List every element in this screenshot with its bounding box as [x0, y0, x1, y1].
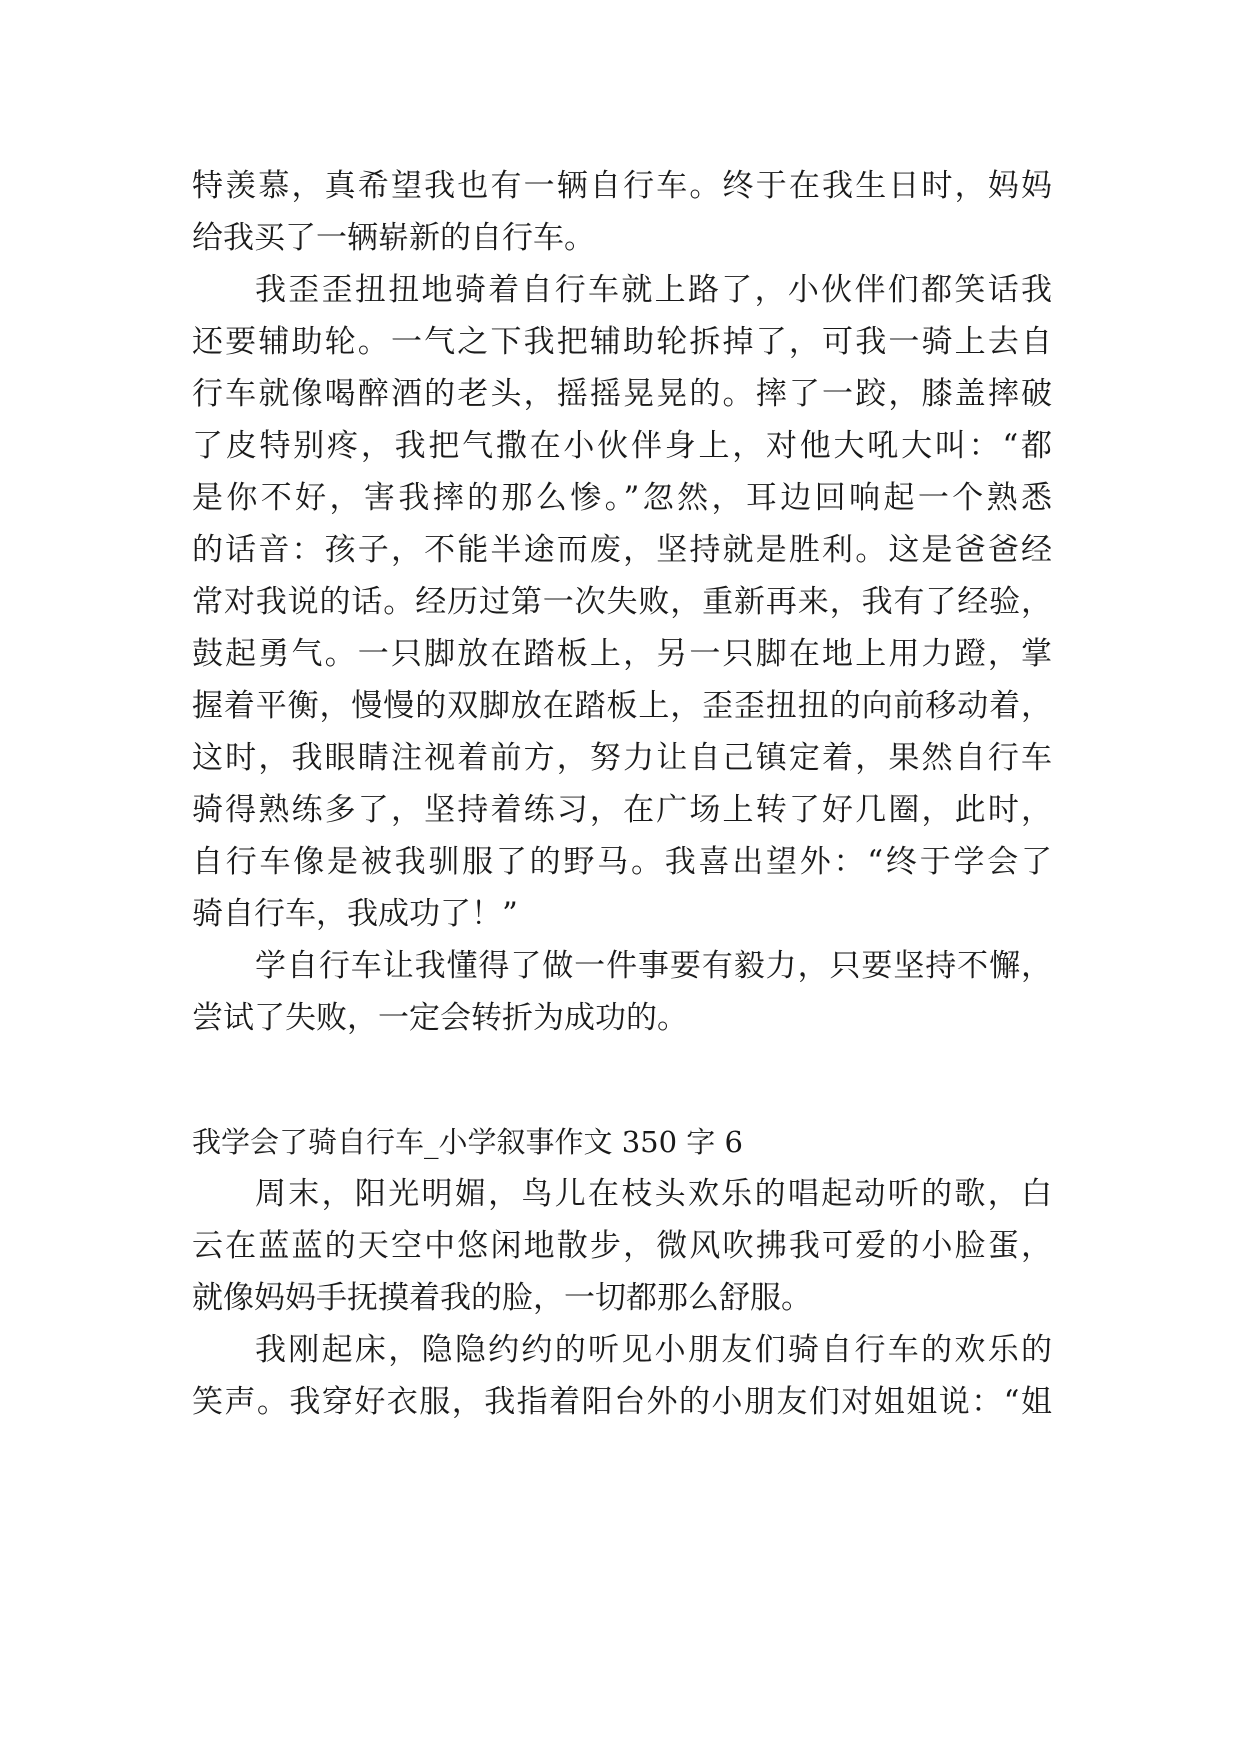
- text-line: 骑得熟练多了，坚持着练习，在广场上转了好几圈，此时，: [192, 792, 1052, 828]
- text-line: 的话音：孩子，不能半途而废，坚持就是胜利。这是爸爸经: [192, 532, 1052, 568]
- paragraph-3: [192, 940, 1052, 1044]
- text-line: 是你不好，害我摔的那么惨。”忽然，耳边回响起一个熟悉: [192, 480, 1052, 516]
- text-line: 云在蓝蓝的天空中悠闲地散步，微风吹拂我可爱的小脸蛋，: [192, 1228, 1052, 1264]
- text-line: 就像妈妈手抚摸着我的脸，一切都那么舒服。: [192, 1280, 812, 1316]
- section-paragraph-2: [192, 1324, 1052, 1428]
- text-line: 笑声。我穿好衣服，我指着阳台外的小朋友们对姐姐说：“姐: [192, 1384, 1052, 1420]
- text-line: 我歪歪扭扭地骑着自行车就上路了，小伙伴们都笑话我: [255, 272, 1052, 308]
- text-line: 握着平衡，慢慢的双脚放在踏板上，歪歪扭扭的向前移动着，: [192, 688, 1052, 724]
- text-line: 骑自行车，我成功了！”: [192, 896, 518, 932]
- text-line: 自行车像是被我驯服了的野马。我喜出望外：“终于学会了: [192, 844, 1052, 880]
- text-line: 行车就像喝醉酒的老头，摇摇晃晃的。摔了一跤，膝盖摔破: [192, 376, 1052, 412]
- section-title: 我学会了骑自行车_小学叙事作文 350 字 6: [192, 1125, 743, 1159]
- section-paragraph-1: [192, 1168, 1052, 1324]
- text-line: 我刚起床，隐隐约约的听见小朋友们骑自行车的欢乐的: [255, 1332, 1052, 1368]
- text-line: 学自行车让我懂得了做一件事要有毅力，只要坚持不懈，: [255, 948, 1052, 984]
- paragraph-1: [192, 160, 1052, 264]
- section-gap: [192, 1044, 1052, 1116]
- text-line: 这时，我眼睛注视着前方，努力让自己镇定着，果然自行车: [192, 740, 1052, 776]
- text-line: 特羡慕，真希望我也有一辆自行车。终于在我生日时，妈妈: [192, 168, 1052, 204]
- text-line: 常对我说的话。经历过第一次失败，重新再来，我有了经验，: [192, 584, 1052, 620]
- text-line: 尝试了失败，一定会转折为成功的。: [192, 1000, 688, 1036]
- text-line: 周末，阳光明媚，鸟儿在枝头欢乐的唱起动听的歌，白: [255, 1176, 1052, 1212]
- document-body: [192, 160, 1052, 1428]
- text-line: 还要辅助轮。一气之下我把辅助轮拆掉了，可我一骑上去自: [192, 324, 1052, 360]
- paragraph-2: [192, 264, 1052, 940]
- text-line: 鼓起勇气。一只脚放在踏板上，另一只脚在地上用力蹬，掌: [192, 636, 1052, 672]
- text-line: 给我买了一辆崭新的自行车。: [192, 220, 595, 256]
- text-line: 了皮特别疼，我把气撒在小伙伴身上，对他大吼大叫：“都: [192, 428, 1052, 464]
